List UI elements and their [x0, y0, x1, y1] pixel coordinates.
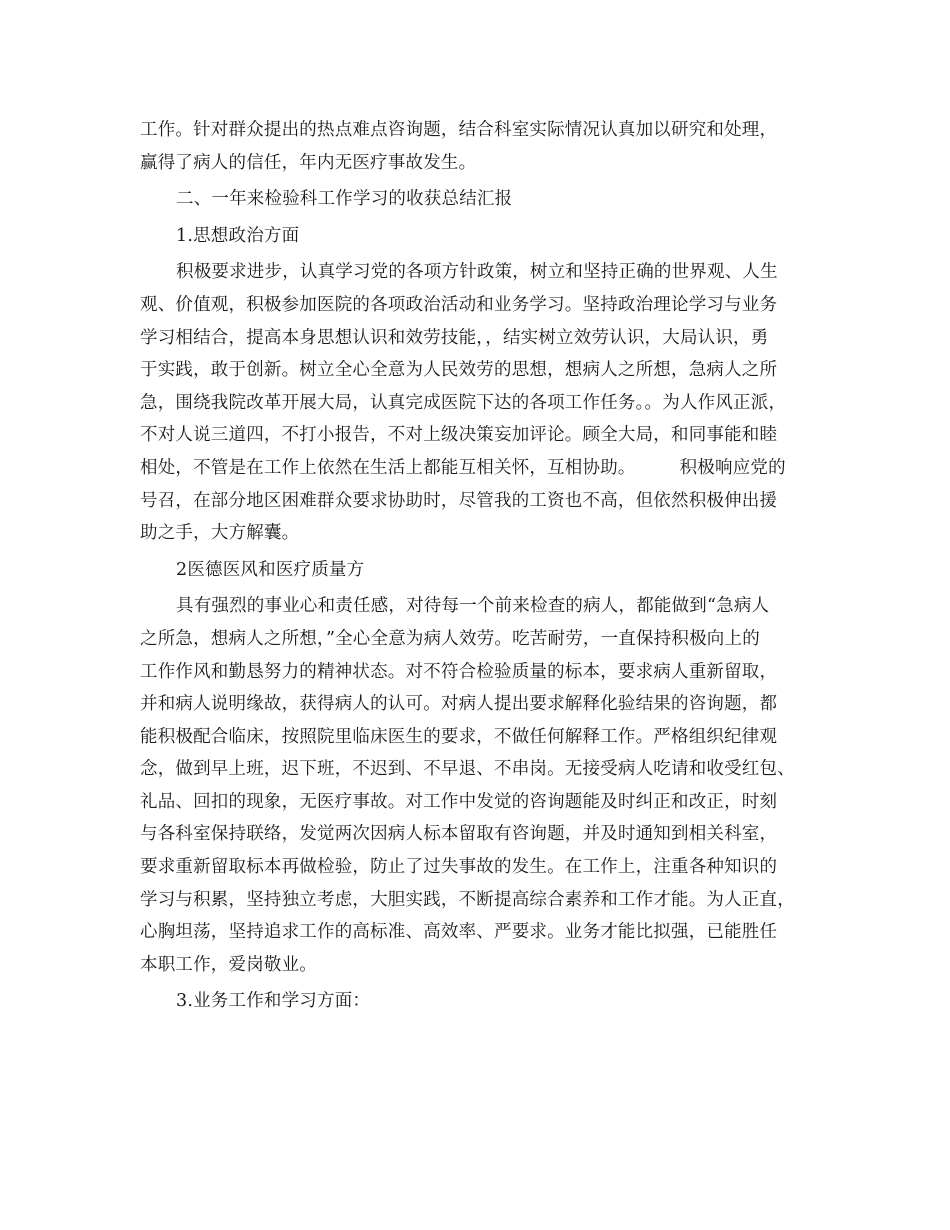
- body-line: 能积极配合临床，按照院里临床医生的要求，不做任何解释工作。严格组织纪律观: [140, 726, 778, 747]
- body-line: 与各科室保持联络，发觉两次因病人标本留取有咨询题，并及时通知到相关科室，: [140, 824, 778, 845]
- body-line: 急，围绕我院改革开展大局，认真完成医院下达的各项工作任务。。为人作风正派，: [140, 392, 787, 413]
- body-line: 不对人说三道四，不打小报告，不对上级决策妄加评论。顾全大局，和同事能和睦: [140, 425, 778, 446]
- body-line: 观、价值观，积极参加医院的各项政治活动和业务学习。坚持政治理论学习与业务: [140, 294, 778, 315]
- subsection-heading: 1.思想政治方面: [176, 225, 300, 246]
- body-line: 本职工作，爱岗敬业。: [140, 954, 317, 975]
- body-line: [140, 452, 822, 485]
- body-line: 具有强烈的事业心和责任感，对待每一个前来检查的病人，都能做到“急病人: [176, 596, 770, 617]
- body-line: 心胸坦荡，坚持追求工作的高标准、高效率、严要求。业务才能比拟强，已能胜任: [140, 922, 778, 943]
- body-line: 念，做到早上班，迟下班，不迟到、不早退、不串岗。无接受病人吃请和收受红包、: [140, 759, 795, 780]
- body-line: 助之手，大方解囊。: [140, 523, 300, 544]
- subsection-heading: 3.业务工作和学习方面：: [176, 991, 371, 1012]
- body-line: 之所急，想病人之所想，”全心全意为病人效劳。吃苦耐劳，一直保持积极向上的: [140, 628, 760, 649]
- body-line: 于实践，敢于创新。树立全心全意为人民效劳的思想，想病人之所想，急病人之所: [140, 360, 778, 381]
- body-line: 要求重新留取标本再做检验，防止了过失事故的发生。在工作上，注重各种知识的: [140, 857, 778, 878]
- body-line: 礼品、回扣的现象，无医疗事故。对工作中发觉的咨询题能及时纠正和改正，时刻: [140, 791, 778, 812]
- section-heading: 二、一年来检验科工作学习的收获总结汇报: [176, 189, 513, 210]
- subsection-heading: 2医德医风和医疗质量方: [176, 559, 365, 580]
- body-line: 赢得了病人的信任，年内无医疗事故发生。: [140, 152, 477, 173]
- body-text: 相处，不管是在工作上依然在生活上都能互相关怀，互相协助。: [140, 457, 636, 478]
- body-line: 工作作风和勤恳努力的精神状态。对不符合检验质量的标本，要求病人重新留取，: [140, 661, 778, 682]
- body-line: 工作。针对群众提出的热点难点咨询题，结合科室实际情况认真加以研究和处理，: [140, 120, 778, 140]
- body-line: 积极要求进步，认真学习党的各项方针政策，树立和坚持正确的世界观、人生: [176, 262, 778, 283]
- body-line: 学习与积累，坚持独立考虑，大胆实践，不断提高综合素养和工作才能。为人正直，: [140, 889, 795, 910]
- body-line: 号召，在部分地区困难群众要求协助时，尽管我的工资也不高，但依然积极伸出援: [140, 490, 778, 511]
- body-line: 并和病人说明缘故，获得病人的认可。对病人提出要求解释化验结果的咨询题，都: [140, 694, 778, 715]
- body-text: 积极响应党的: [679, 457, 786, 478]
- body-line: 学习相结合，提高本身思想认识和效劳技能，，结实树立效劳认识，大局认识，勇: [140, 327, 769, 348]
